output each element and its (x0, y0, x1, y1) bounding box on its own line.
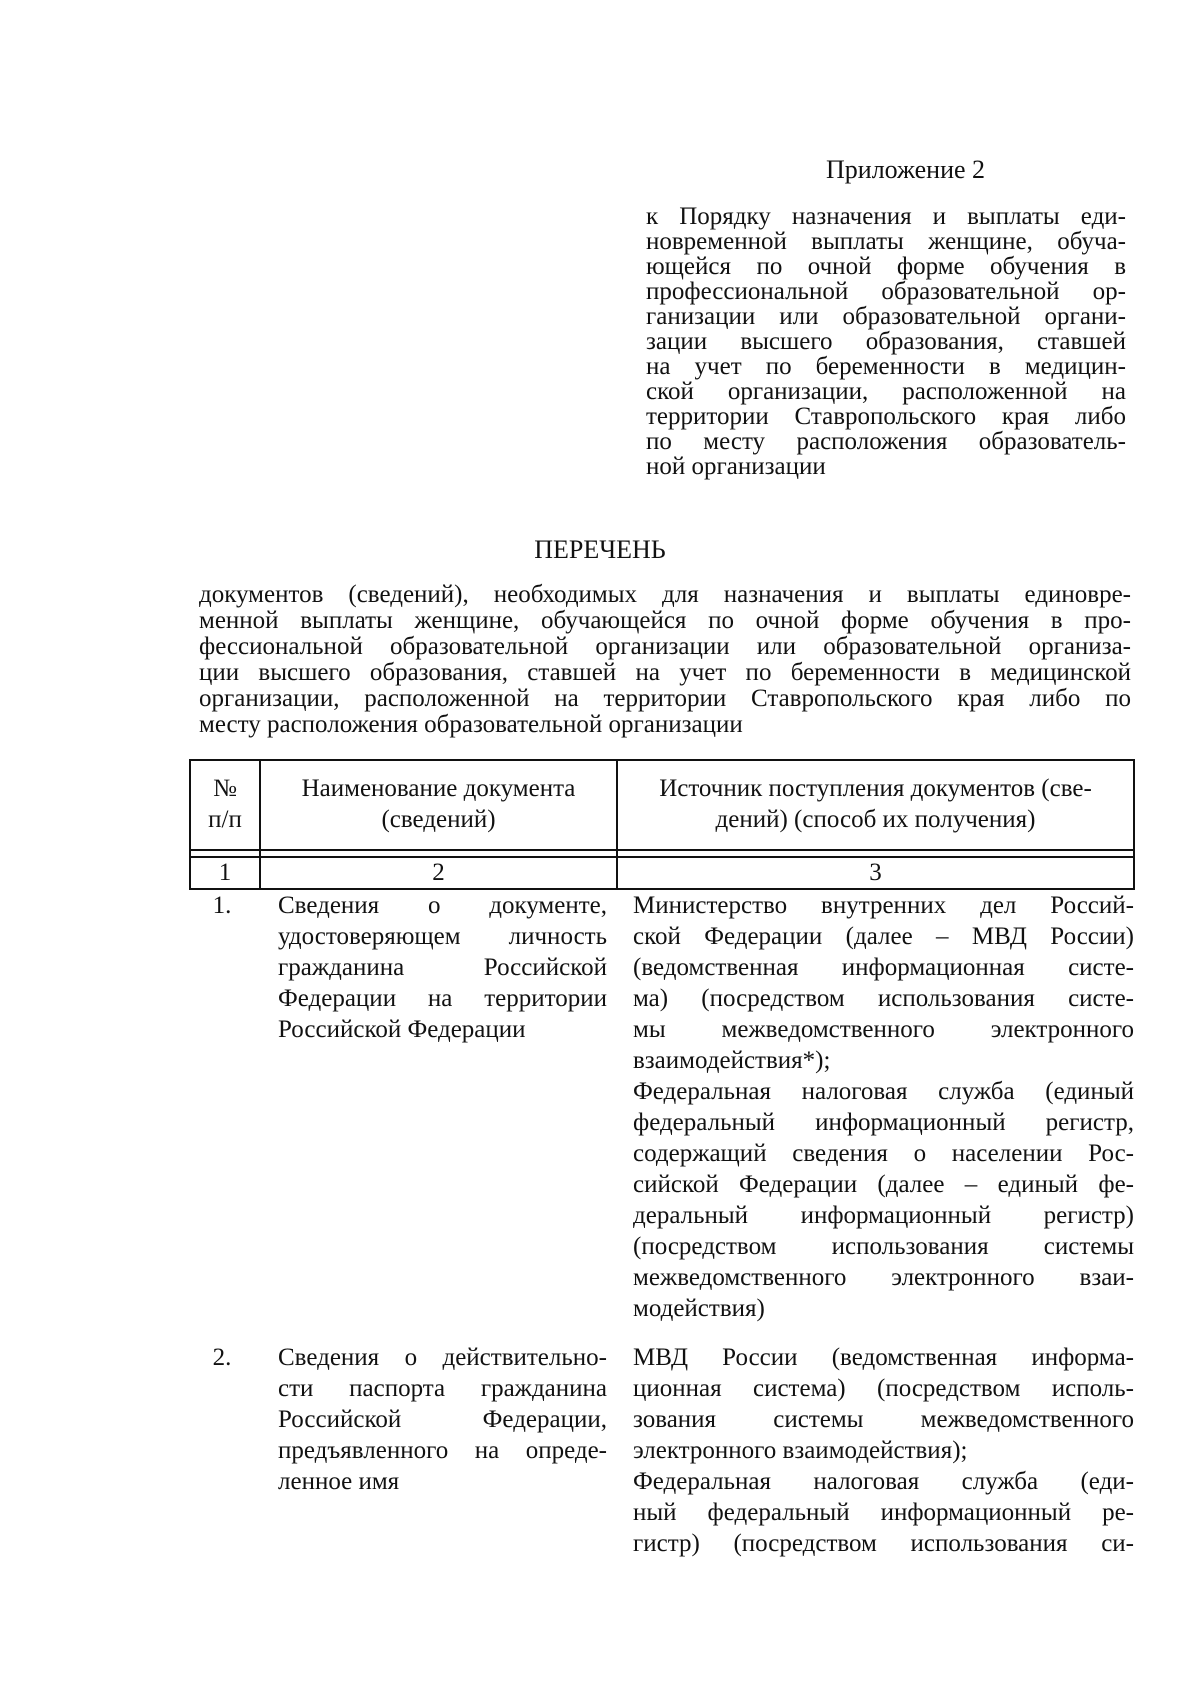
source-line: гистр) (посредством использования си- (633, 1530, 1134, 1557)
name-line: предъявленного на опреде- (278, 1437, 607, 1464)
header-num-line: п/п (208, 806, 242, 833)
header-source-line: дений) (способ их получения) (715, 806, 1036, 833)
appendix-line: ной организации (646, 453, 826, 480)
source-line: зования системы межведомственного (633, 1406, 1134, 1433)
source-line: взаимодействия*); (633, 1047, 831, 1074)
row-number: 1. (212, 892, 232, 919)
source-line: ционная система) (посредством исполь- (633, 1375, 1134, 1402)
column-number: 3 (617, 857, 1134, 889)
appendix-line: новременной выплаты женщине, обуча- (646, 228, 1126, 255)
column-number: 1 (190, 857, 260, 889)
name-line: Российской Федерации (278, 1016, 526, 1043)
column-number-row (190, 857, 1134, 889)
source-line: электронного взаимодействия); (633, 1437, 968, 1464)
name-line: Сведения о действительно- (278, 1344, 607, 1371)
source-line: ма) (посредством использования систе- (633, 985, 1134, 1012)
appendix-line: ганизации или образовательной органи- (646, 303, 1126, 330)
name-line: сти паспорта гражданина (278, 1375, 607, 1402)
appendix-line: ской организации, расположенной на (646, 378, 1126, 405)
name-line: Российской Федерации, (278, 1406, 607, 1433)
appendix-line: зации высшего образования, ставшей (646, 328, 1126, 355)
source-line: содержащий сведения о населении Рос- (633, 1140, 1134, 1167)
document-name (260, 889, 617, 1342)
header-name-line: Наименование документа (301, 775, 576, 802)
header-source (617, 760, 1134, 850)
source-line: ный федеральный информационный ре- (633, 1499, 1134, 1526)
document-source (617, 1342, 1134, 1577)
name-line: Сведения о документе, (278, 892, 607, 919)
source-line: модействия) (633, 1295, 765, 1322)
header-name (260, 760, 617, 850)
appendix-line: территории Ставропольского края либо (646, 403, 1126, 430)
document-subtitle (199, 582, 1131, 738)
table-header-row (190, 760, 1134, 850)
header-num-line: № (213, 775, 237, 802)
appendix-line: ющейся по очной форме обучения в (646, 253, 1126, 280)
source-line: Федеральная налоговая служба (единый (633, 1078, 1134, 1105)
appendix-line: по месту расположения образователь- (646, 428, 1126, 455)
subtitle-line: менной выплаты женщине, обучающейся по очной форме обучения в про- (199, 607, 1131, 634)
header-source-line: Источник поступления документов (све- (659, 775, 1092, 802)
source-line: сийской Федерации (далее – единый фе- (633, 1171, 1134, 1198)
name-line: гражданина Российской (278, 954, 607, 981)
row-number: 2. (212, 1344, 232, 1371)
appendix-reference (646, 204, 1126, 479)
table-row (190, 1342, 1134, 1577)
name-line: ленное имя (278, 1468, 400, 1495)
appendix-line: профессиональной образовательной ор- (646, 278, 1126, 305)
source-line: деральный информационный регистр) (633, 1202, 1134, 1229)
appendix-label: Приложение 2 (826, 155, 986, 184)
header-name-line: (сведений) (381, 806, 496, 833)
table-row (190, 889, 1134, 1342)
source-line: Министерство внутренних дел Россий- (633, 892, 1134, 919)
source-line: Федеральная налоговая служба (еди- (633, 1468, 1134, 1495)
subtitle-line: месту расположения образовательной организации (199, 711, 743, 738)
header-gap (190, 850, 1134, 857)
column-number: 2 (260, 857, 617, 889)
document-source (617, 889, 1134, 1342)
document-name (260, 1342, 617, 1577)
source-line: ской Федерации (далее – МВД России) (633, 923, 1134, 950)
source-line: федеральный информационный регистр, (633, 1109, 1134, 1136)
subtitle-line: документов (сведений), необходимых для назначения и выплаты единовре- (199, 581, 1131, 608)
appendix-line: к Порядку назначения и выплаты еди- (646, 203, 1126, 230)
source-line: (посредством использования системы (633, 1233, 1134, 1260)
appendix-line: на учет по беременности в медицин- (646, 353, 1126, 380)
header-num (190, 760, 260, 850)
subtitle-line: организации, расположенной на территории Ставропольского края либо по (199, 685, 1131, 712)
subtitle-line: ции высшего образования, ставшей на учет по беременности в медицинской (199, 659, 1131, 686)
documents-table (189, 759, 1135, 1577)
source-line: МВД России (ведомственная информа- (633, 1344, 1134, 1371)
name-line: Федерации на территории (278, 985, 607, 1012)
subtitle-line: фессиональной образовательной организации или образовательной организа- (199, 633, 1131, 660)
source-line: межведомственного электронного взаи- (633, 1264, 1134, 1291)
document-title: ПЕРЕЧЕНЬ (534, 535, 666, 564)
source-line: (ведомственная информационная систе- (633, 954, 1134, 981)
source-line: мы межведомственного электронного (633, 1016, 1134, 1043)
name-line: удостоверяющем личность (278, 923, 607, 950)
